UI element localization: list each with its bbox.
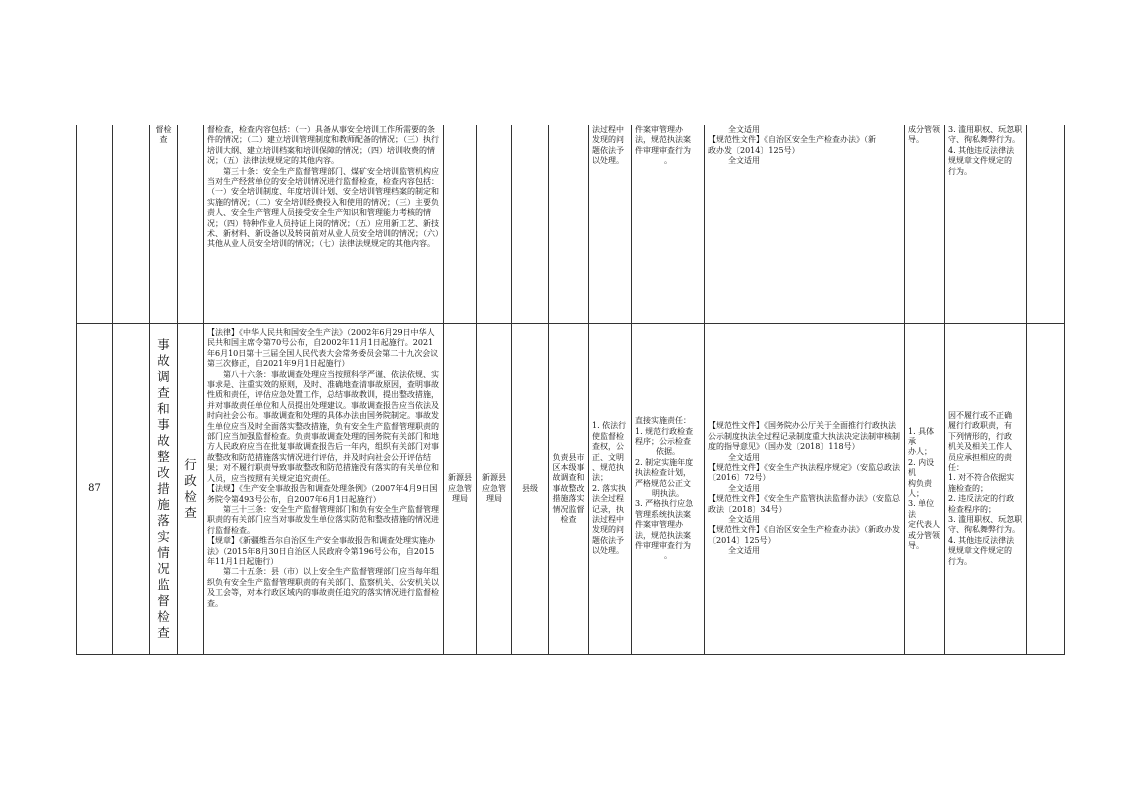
cell-resp-prev: 法过程中 发现的问 题依法予 以处理。 [589,125,632,324]
table-row [77,324,1065,655]
basis-paragraph: 第三十三条：安全生产监督管理部门和负有安全生产监督管理职责的有关部门应当对事故发生单位落实防范和整改措施的情况进行监督检查。 [207,504,439,535]
cell-liability-prev: 3. 滥用职权、玩忽职 守、徇私舞弊行为。 4. 其他违反法律法 规规章文件规定的 行为。 [945,125,1027,324]
cell-no: 87 [77,324,113,655]
cell-level: 县级 [512,324,549,655]
cell-scope-prev [549,125,589,324]
cell-liability: 因不履行或不正确 履行行政职责，有 下列情形的，行政 机关及相关工作人 员应承担相应的责 任： 1. 对不符合依据实 施检查的； 2. 违反法定的行政 检查程序的； 3. 滥用职权、玩忽职 守、徇私舞弊行为。 4. 其他违反法律法 规规章文件规定的 行为。 [945,324,1027,655]
cell-no-prev [77,125,113,324]
cell-dept1-prev [444,125,477,324]
cell-responsibility: 1. 依法行 使监督检 查权，公 正、文明 、规范执 法； 2. 落实执 法全过程 记录，执 法过程中 发现的问 题依法予 以处理。 [589,324,632,655]
cell-basis-prev [204,125,444,324]
cell-implementation: 直接实施责任： 1. 规范行政检查 程序；公示检查 依据。 2. 制定实施年度 执法检查计划， 严格规范公正文 明执法。 3. 严格执行应急 管理系统执法案 件案审管理办 法，规范执法案 件审理审查行为 。 [632,324,705,655]
cell-documents: 【规范性文件】《国务院办公厅关于全面推行行政执法公示制度执法全过程记录制度重大执法决定法制审核制度的指导意见》（国办发〔2018〕118号） 全文适用 【规范性文件】《安全生产执法程序规定》（安监总政法〔2016〕72号） 全文适用 【规范性文件】《安全生产监管执法监督办法》（安监总政法〔2018〕34号） 全文适用 【规范性文件】《自治区安全生产检查办法》（新政办发〔2014〕125号） 全文适用 [705,324,905,655]
table-row [77,125,1065,324]
basis-paragraph: 第三十条：安全生产监督管理部门、煤矿安全培训监管机构应当对生产经营单位的安全培训情况进行监督检查，检查内容包括：（一）安全培训制度、年度培训计划、安全培训管理档案的制定和实施的情况；（二）安全培训经费投入和使用的情况；（三）主要负责人、安全生产管理人员接受安全生产知识和管理能力考核的情况；（四）特种作业人员持证上岗的情况；（五）应用新工艺、新技术、新材料、新设备以及转岗前对从业人员安全培训的情况；（六）其他从业人员安全培训的情况；（七）法律法规规定的其他内容。 [207,166,439,249]
basis-paragraph: 督检查，检查内容包括：（一）具备从事安全培训工作所需要的条件的情况；（二）建立培训管理制度和教师配备的情况；（三）执行培训大纲、建立培训档案和培训保障的情况；（四）培训收费的情况；（五）法律法规规定的其他内容。 [207,125,439,166]
cell-dept2-prev [477,125,512,324]
cell-subject-prev: 成分管领 导。 [905,125,945,324]
cell-docs-prev: 全文适用 【规范性文件】《自治区安全生产检查办法》（新 政办发〔2014〕125号） 全文适用 [705,125,905,324]
basis-paragraph: 第二十五条：县（市）以上安全生产监督管理部门应当每年组织负有安全生产监督管理职责的有关部门、监察机关、公安机关以及工会等，对本行政区域内的事故责任追究的落实情况进行监督检查。 [207,567,439,608]
cell-item-name: 事故调查和事故整改措施落实情况监督检查 [150,324,178,655]
basis-paragraph: 【法规】《生产安全事故报告和调查处理条例》（2007年4月9日国务院令第493号公布，自2007年6月1日起施行） [207,484,438,504]
cell-remark-prev [1027,125,1065,324]
cell-remark [1027,324,1065,655]
basis-paragraph: 【法律】《中华人民共和国安全生产法》（2002年6月29日中华人民共和国主席令第70号公布，自2002年11月1日起施行。2021年6月10日第十三届全国人民代表大会常务委员会第二十九次会议第三次修正，自2021年9月1日起施行） [207,328,439,369]
cell-scope: 负责县市区本级事故调查和事故整改措施落实情况监督检查 [549,324,589,655]
cell-subject: 1. 具体承 办人； 2. 内设机 构负责 人； 3. 单位法 定代表人 或分管领 导。 [905,324,945,655]
basis-paragraph: 【规章】《新疆维吾尔自治区生产安全事故报告和调查处理实施办法》（2015年8月30日自治区人民政府令第196号公布，自2015年11月1日起施行） [207,536,435,566]
cell-basis [204,324,444,655]
cell-impl-prev: 件案审管理办 法，规范执法案 件审理审查行为 。 [632,125,705,324]
cell-name-prev: 督检查 [150,125,178,324]
cell-dept-1: 新源县应急管理局 [444,324,477,655]
catalog-table [76,125,1065,655]
cell-category [113,324,150,655]
cell-type-prev [178,125,204,324]
cell-item-type: 行政检查 [178,324,204,655]
cell-category-prev [113,125,150,324]
basis-paragraph: 第八十六条：事故调查处理应当按照科学严谨、依法依规、实事求是、注重实效的原则，及时、准确地查清事故原因，查明事故性质和责任，评估应急处置工作，总结事故教训，提出整改措施，并对事故责任单位和人员提出处理建议。事故调查报告应当依法及时向社会公布。事故调查和处理的具体办法由国务院制定。事故发生单位应当及时全面落实整改措施，负有安全生产监督管理职责的部门应当加强监督检查。负责事故调查处理的国务院有关部门和地方人民政府应当在批复事故调查报告后一年内，组织有关部门对事故整改和防范措施落实情况进行评估，并及时向社会公开评估结果；对不履行职责导致事故整改和防范措施没有落实的有关单位和人员，应当按照有关规定追究责任。 [207,369,439,483]
cell-dept-2: 新源县应急管理局 [477,324,512,655]
cell-level-prev [512,125,549,324]
